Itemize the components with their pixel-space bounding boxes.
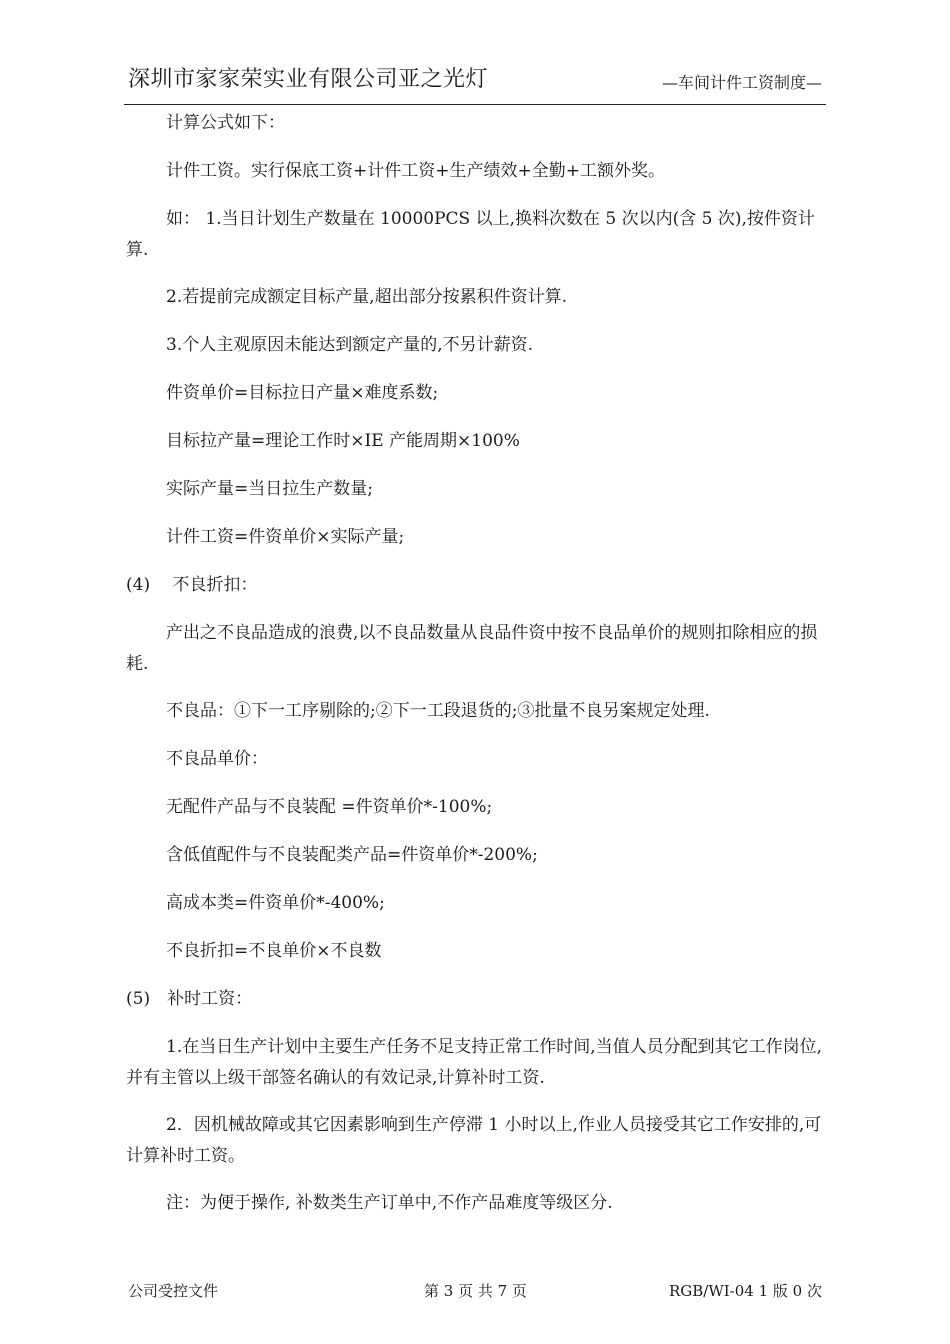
defect-definition: 不良品：①下一工序剔除的;②下一工段退货的;③批量不良另案规定处理. — [166, 701, 710, 721]
section-4-description: 产出之不良品造成的浪费,以不良品数量从良品件资中按不良品单价的规则扣除相应的损耗. — [126, 623, 818, 674]
document-body — [126, 108, 826, 1218]
formula-unit-price: 件资单价=目标拉日产量×难度系数; — [166, 383, 439, 403]
section-5-item-2: 2．因机械故障或其它因素影响到生产停滞 1 小时以上,作业人员接受其它工作安排的,可计算补时工资。 — [126, 1115, 822, 1166]
company-name: 深圳市家家荣实业有限公司亚之光灯 — [128, 67, 489, 92]
footer-controlled-doc: 公司受控文件 — [128, 1282, 219, 1300]
defect-price-2: 含低值配件与不良装配类产品=件资单价*-200%; — [166, 845, 538, 865]
formula-intro: 计算公式如下： — [166, 113, 285, 133]
formula-target-output: 目标拉产量=理论工作时×IE 产能周期×100% — [166, 431, 520, 451]
section-5-item-1: 1.在当日生产计划中主要生产任务不足支持正常工作时间,当值人员分配到其它工作岗位,并有主管以上级干部签名确认的有效记录,计算补时工资. — [126, 1037, 823, 1088]
section-5-title: (5) 补时工资： — [126, 989, 253, 1009]
section-4-title: (4) 不良折扣： — [126, 575, 258, 595]
footer-doc-code: RGB/WI-04 1 版 0 次 — [668, 1282, 822, 1300]
piece-wage-definition: 计件工资。实行保底工资+计件工资+生产绩效+全勤+工额外奖。 — [166, 161, 665, 181]
defect-price-3: 高成本类=件资单价*-400%; — [166, 893, 385, 913]
document-title: —车间计件工资制度— — [661, 73, 822, 92]
formula-actual-output: 实际产量=当日拉生产数量; — [166, 479, 373, 499]
note: 注：为便于操作, 补数类生产订单中,不作产品难度等级区分. — [166, 1193, 613, 1213]
defect-price-1: 无配件产品与不良装配 =件资单价*-100%; — [166, 797, 493, 817]
formula-piece-wage: 计件工资=件资单价×实际产量; — [166, 527, 405, 547]
defect-discount: 不良折扣=不良单价×不良数 — [166, 941, 382, 961]
rule-1: 如： 1.当日计划生产数量在 10000PCS 以上,换料次数在 5 次以内(含 5 次),按件资计算. — [126, 209, 815, 260]
rule-3: 3.个人主观原因未能达到额定产量的,不另计薪资. — [166, 335, 534, 355]
defect-price-label: 不良品单价： — [166, 749, 268, 769]
header-divider — [124, 104, 826, 105]
rule-2: 2.若提前完成额定目标产量,超出部分按累积件资计算. — [166, 287, 568, 307]
footer-page-number: 第 3 页 共 7 页 — [424, 1282, 527, 1300]
